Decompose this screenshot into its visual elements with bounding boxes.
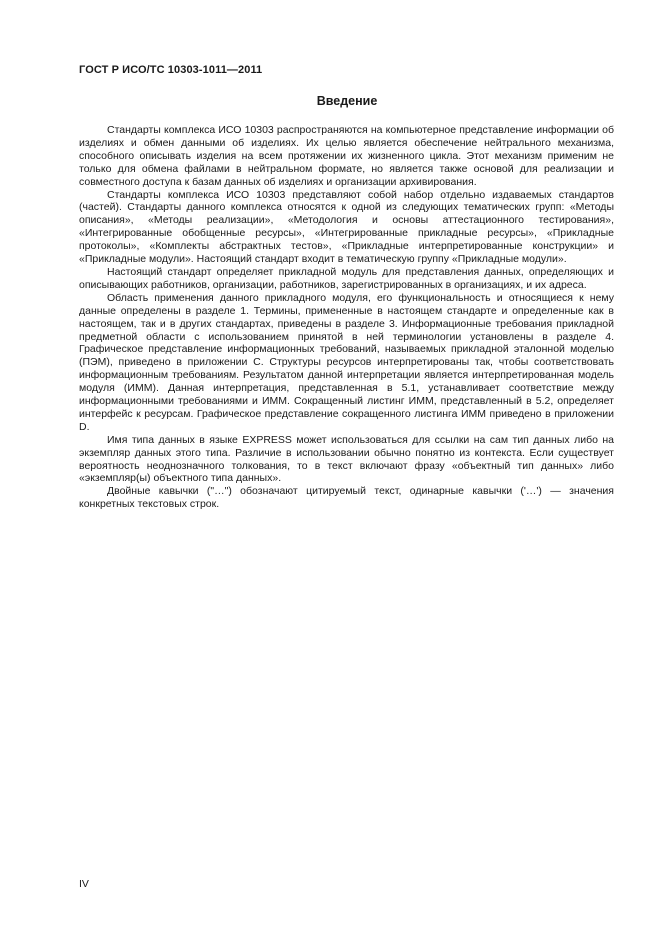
paragraph: Имя типа данных в языке EXPRESS может использоваться для ссылки на сам тип данных либо на экземпляр данных этого типа. Различие в использовании обычно понятно из контекста. Если существует вероятность неоднозначного толкования, то в текст включают фразу «объектный тип данных» либо «экземпляр(ы) объектного типа данных».: [79, 433, 614, 485]
page-number: IV: [79, 878, 89, 890]
paragraph: Область применения данного прикладного модуля, его функциональность и относящиеся к нему данные определены в разделе 1. Термины, примененные в настоящем стандарте и определенные как в настоящем, так и в других стандартах, приведены в разделе 3. Информационные требования прикладной предметной области с использованием принятой в ней терминологии установлены в разделе 4. Графическое представление информационных требований, называемых прикладной эталонной моделью (ПЭМ), приведено в приложении С. Структуры ресурсов интерпретированы так, чтобы соответствовать информационным требованиям. Результатом данной интерпретации является интерпретированная модель модуля (ИММ). Данная интерпретация, представленная в 5.1, устанавливает соответствие между информационными требованиями и ИММ. Сокращенный листинг ИММ, представленный в 5.2, определяет интерфейс к ресурсам. Графическое представление сокращенного листинга ИММ приведено в приложении D.: [79, 291, 614, 433]
section-title: Введение: [316, 94, 378, 108]
paragraph: Стандарты комплекса ИСО 10303 представляют собой набор отдельно издаваемых стандартов (частей). Стандарты данного комплекса относятся к одной из следующих тематических групп: «Методы описания», «Методы реализации», «Методология и основы аттестационного тестирования», «Интегрированные обобщенные ресурсы», «Интегрированные прикладные ресурсы», «Прикладные протоколы», «Комплекты абстрактных тестов», «Прикладные интерпретированные конструкции» и «Прикладные модули». Настоящий стандарт входит в тематическую группу «Прикладные модули».: [79, 188, 614, 266]
standard-header: ГОСТ Р ИСО/ТС 10303-1011—2011: [79, 64, 263, 76]
paragraph: Настоящий стандарт определяет прикладной модуль для представления данных, определяющих и описывающих работников, организации, работников, зарегистрированных в организациях, и их адреса.: [79, 265, 614, 291]
paragraph: Стандарты комплекса ИСО 10303 распространяются на компьютерное представление информации об изделиях и обмен данными об изделиях. Их целью является обеспечение нейтрального механизма, способного описывать изделия на всем протяжении их жизненного цикла. Этот механизм применим не только для обмена файлами в нейтральном формате, но является также основой для реализации и совместного доступа к базам данных об изделиях и организации архивирования.: [79, 124, 614, 188]
section-body: [79, 124, 614, 511]
paragraph: Двойные кавычки ("…") обозначают цитируемый текст, одинарные кавычки ('…') — значения конкретных текстовых строк.: [79, 485, 614, 511]
